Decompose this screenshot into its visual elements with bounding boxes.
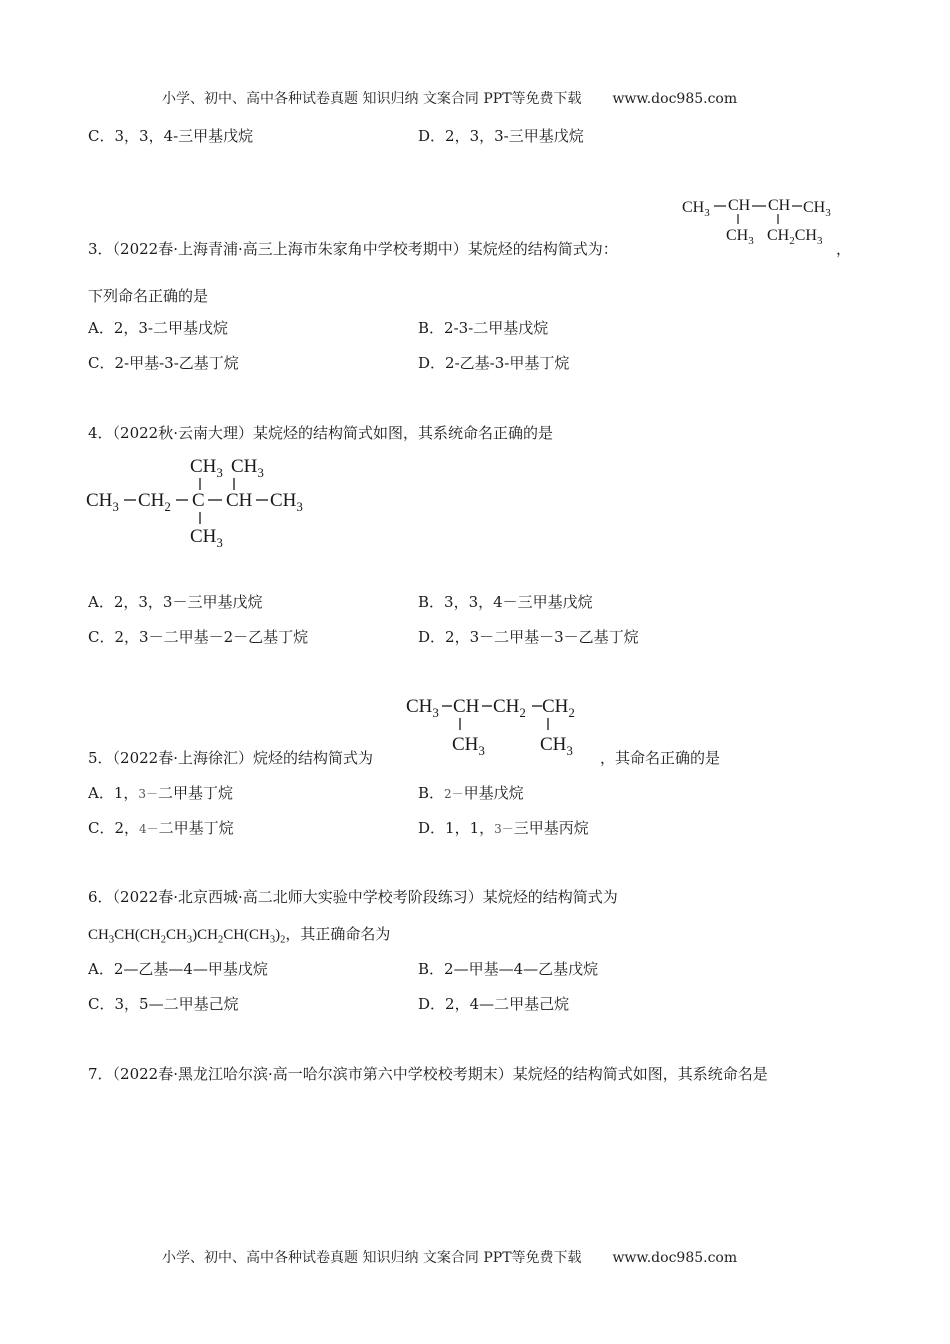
- footer-text: 小学、初中、高中各种试卷真题 知识归纳 文案合同 PPT等免费下载: [162, 1250, 582, 1266]
- q3-stem: 3．（2022春·上海青浦·高三上海市朱家角中学校考期中）某烷烃的结构简式为：: [88, 240, 618, 258]
- q4-option-c[interactable]: C．2，3－二甲基－2－乙基丁烷: [88, 628, 309, 646]
- q5-option-c-prefix: C．2，: [88, 819, 140, 837]
- svg-text:CH3: $CH_3$: [803, 199, 831, 219]
- q3-option-a[interactable]: A．2，3-二甲基戊烷: [88, 319, 228, 337]
- svg-text:CH2: $CH_2$: [138, 490, 171, 514]
- q5-option-a-prefix: A．1，: [88, 784, 139, 802]
- svg-text:CH: CH: [728, 197, 751, 214]
- q5-option-a-locant: 3－: [138, 787, 159, 801]
- svg-text:CH3: $CH_3$: [406, 696, 439, 720]
- q3-option-d[interactable]: D．2-乙基-3-甲基丁烷: [418, 354, 570, 372]
- q4-stem: 4．（2022秋·云南大理）某烷烃的结构简式如图，其系统命名正确的是: [88, 424, 553, 442]
- svg-text:CH3: $CH_3$: [540, 734, 573, 758]
- q5-option-b-name: 甲基戊烷: [463, 784, 524, 802]
- q6-formula: $CH_3CH(CH_2CH_3)CH_2CH(CH_3)_2$，其正确命名为: [88, 927, 391, 946]
- svg-text:CH3: $CH_3$: [270, 490, 303, 514]
- q4-structure: [84, 448, 324, 560]
- q5-option-d-name: 三甲基丙烷: [513, 819, 589, 837]
- q5-option-b-locant: 2－: [444, 787, 464, 801]
- q4-option-d[interactable]: D．2，3－二甲基－3－乙基丁烷: [418, 628, 639, 646]
- svg-text:CH: CH: [226, 490, 253, 511]
- q2-option-c[interactable]: C．3，3，4-三甲基戊烷: [88, 127, 254, 145]
- q6-stem: 6．（2022春·北京西城·高二北师大实验中学校考阶段练习）某烷烃的结构简式为: [88, 888, 618, 906]
- q3-structure: [680, 190, 850, 256]
- q6-option-c[interactable]: C．3，5—二甲基己烷: [88, 995, 239, 1013]
- q5-option-c-name: 二甲基丁烷: [158, 819, 234, 837]
- q7-stem: 7．（2022春·黑龙江哈尔滨·高一哈尔滨市第六中学校校考期末）某烷烃的结构简式如图，其系统命名是: [88, 1065, 768, 1083]
- q3-stem-2: 下列命名正确的是: [88, 287, 209, 305]
- svg-text:CH3: $CH_3$: [682, 199, 710, 219]
- q3-option-b[interactable]: B．2-3-二甲基戊烷: [418, 319, 549, 337]
- q5-option-b-prefix: B．: [418, 784, 445, 802]
- q6-option-d[interactable]: D．2，4—二甲基己烷: [418, 995, 570, 1013]
- q5-stem: 5．（2022春·上海徐汇）烷烃的结构简式为: [88, 749, 373, 767]
- q5-option-c-locant: 4－: [139, 822, 159, 836]
- q6-option-a[interactable]: A．2—乙基—4—甲基戊烷: [88, 960, 268, 978]
- q5-option-a[interactable]: [88, 782, 233, 803]
- svg-text:CH2: $CH_2$: [493, 696, 526, 720]
- svg-text:CH3: $CH_3$: [231, 456, 264, 480]
- header-url[interactable]: www.doc985.com: [612, 91, 738, 107]
- q4-structure-formula: [84, 448, 324, 556]
- header-text: 小学、初中、高中各种试卷真题 知识归纳 文案合同 PPT等免费下载: [162, 91, 582, 107]
- q5-stem-end: ，其命名正确的是: [600, 749, 721, 767]
- svg-text:CH3: $CH_3$: [190, 456, 223, 480]
- q3-comma: ，: [836, 240, 852, 258]
- svg-text:CH3: $CH_3$: [452, 734, 485, 758]
- page-footer: [162, 1247, 737, 1267]
- svg-text:CH3: $CH_3$: [190, 526, 223, 550]
- page-header: [162, 88, 737, 108]
- svg-text:CH: CH: [768, 197, 791, 214]
- svg-text:C: C: [192, 490, 205, 511]
- q5-option-d-prefix: D．1，1，: [418, 819, 495, 837]
- q5-option-d[interactable]: [418, 817, 589, 838]
- q5-option-c[interactable]: [88, 817, 234, 838]
- svg-text:CH3: $CH_3$: [86, 490, 119, 514]
- q3-option-c[interactable]: C．2-甲基-3-乙基丁烷: [88, 354, 239, 372]
- q5-option-b[interactable]: [418, 782, 524, 803]
- svg-text:CH3: $CH_3$: [726, 227, 754, 247]
- q4-option-b[interactable]: B．3，3，4－三甲基戊烷: [418, 593, 593, 611]
- q4-option-a[interactable]: A．2，3，3－三甲基戊烷: [88, 593, 263, 611]
- q5-structure: [404, 688, 594, 764]
- q5-option-a-name: 二甲基丁烷: [158, 784, 234, 802]
- q5-option-d-locant: 3－: [494, 822, 514, 836]
- q3-structure-formula: [680, 190, 850, 252]
- svg-text:CH: CH: [453, 696, 480, 717]
- svg-text:CH2CH3: $CH_2CH_3$: [767, 227, 823, 247]
- q5-structure-formula: [404, 688, 594, 760]
- footer-url[interactable]: www.doc985.com: [612, 1250, 738, 1266]
- svg-text:CH2: $CH_2$: [542, 696, 575, 720]
- q6-option-b[interactable]: B．2—甲基—4—乙基戊烷: [418, 960, 599, 978]
- q2-option-d[interactable]: D．2，3，3-三甲基戊烷: [418, 127, 584, 145]
